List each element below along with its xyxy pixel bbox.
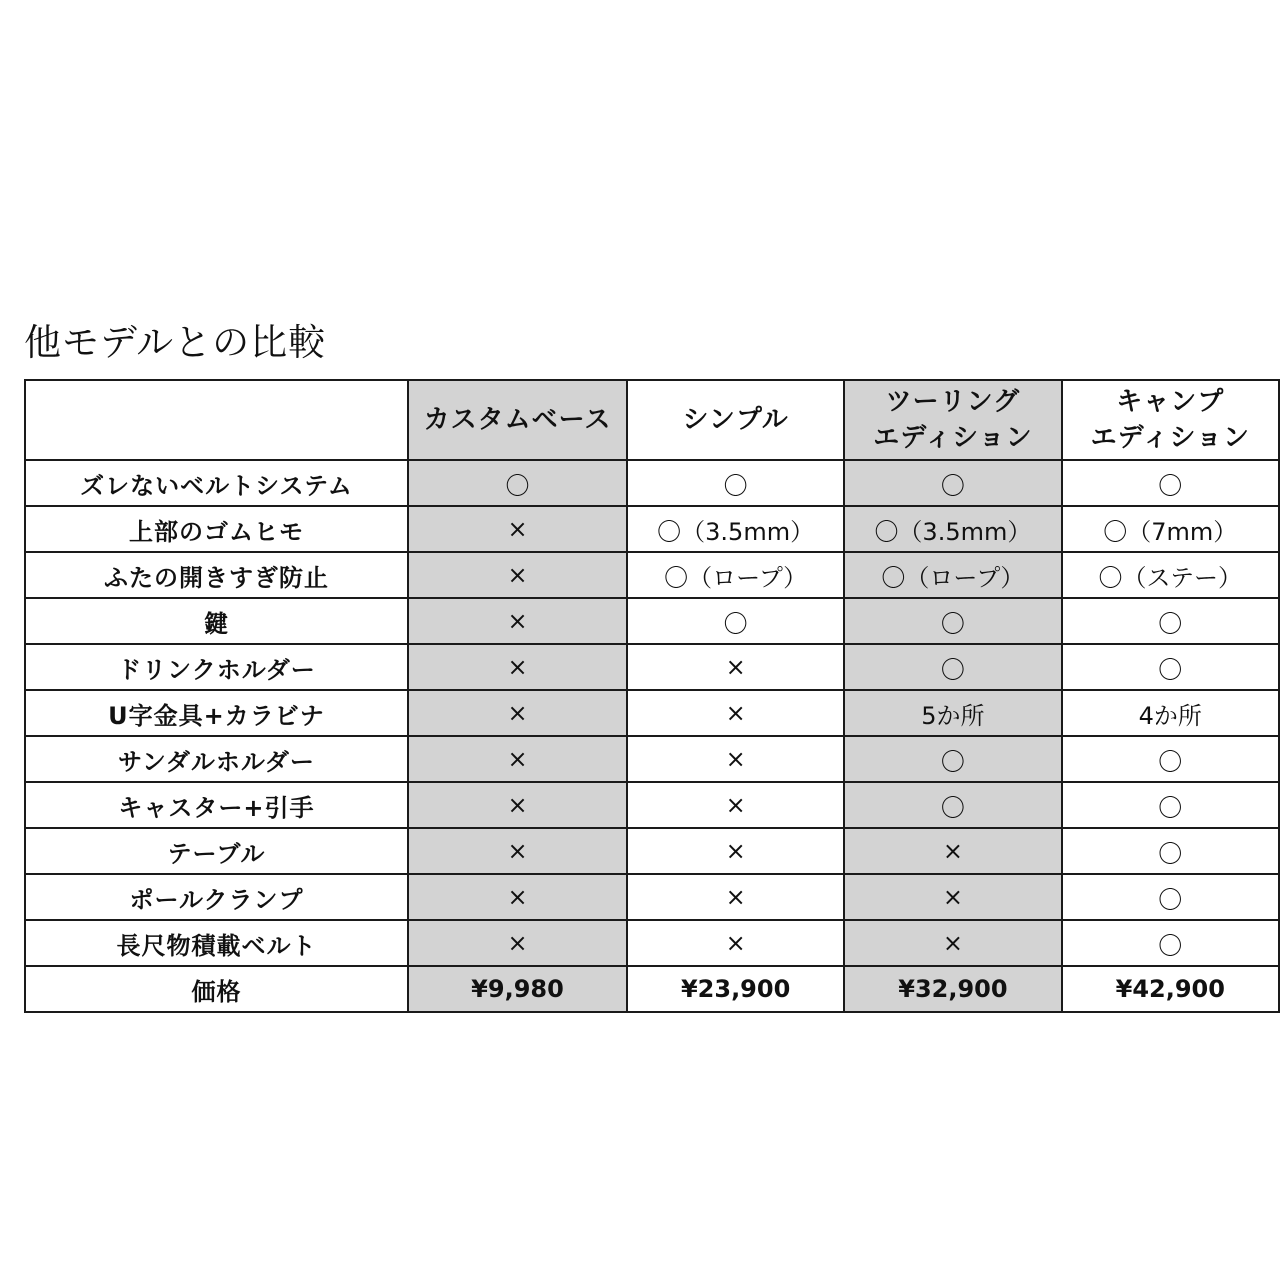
value-cell: × xyxy=(844,828,1061,874)
feature-label: 上部のゴムヒモ xyxy=(25,506,408,552)
price-cell: ¥42,900 xyxy=(1062,966,1279,1012)
feature-label: U字金具+カラビナ xyxy=(25,690,408,736)
table-row xyxy=(25,782,1279,828)
value-cell: × xyxy=(408,506,627,552)
column-header-3 xyxy=(844,380,1061,460)
column-header-line: カスタムベース xyxy=(423,405,612,435)
column-header-line: エディション xyxy=(1090,423,1250,453)
column-header-line: ツーリング xyxy=(885,387,1021,417)
value-cell: 〇 xyxy=(1062,736,1279,782)
value-cell: × xyxy=(408,782,627,828)
price-row xyxy=(25,966,1279,1012)
value-cell: 〇 xyxy=(1062,828,1279,874)
table-row xyxy=(25,460,1279,506)
column-header-4 xyxy=(1062,380,1279,460)
value-cell: × xyxy=(408,828,627,874)
value-cell: × xyxy=(627,782,844,828)
value-cell: × xyxy=(408,690,627,736)
column-header-1 xyxy=(408,380,627,460)
table-row xyxy=(25,644,1279,690)
table-row xyxy=(25,828,1279,874)
column-header-line: エディション xyxy=(873,423,1033,453)
page-title: 他モデルとの比較 xyxy=(24,321,327,364)
value-cell: × xyxy=(408,736,627,782)
feature-label: ドリンクホルダー xyxy=(25,644,408,690)
feature-label: 鍵 xyxy=(25,598,408,644)
value-cell: × xyxy=(408,552,627,598)
value-cell: × xyxy=(627,874,844,920)
value-cell: × xyxy=(408,920,627,966)
value-cell: 〇 xyxy=(844,644,1061,690)
value-cell: × xyxy=(627,644,844,690)
table-row xyxy=(25,736,1279,782)
feature-label: テーブル xyxy=(25,828,408,874)
value-cell: × xyxy=(408,598,627,644)
value-cell: 〇 xyxy=(1062,782,1279,828)
feature-label: ポールクランプ xyxy=(25,874,408,920)
value-cell: 〇 xyxy=(844,782,1061,828)
comparison-table xyxy=(24,379,1280,1013)
table-row xyxy=(25,598,1279,644)
value-cell: 〇 xyxy=(1062,598,1279,644)
value-cell: × xyxy=(844,920,1061,966)
value-cell: × xyxy=(408,644,627,690)
column-header-2 xyxy=(627,380,844,460)
value-cell: × xyxy=(844,874,1061,920)
value-cell: × xyxy=(627,828,844,874)
price-cell: ¥9,980 xyxy=(408,966,627,1012)
value-cell: 〇 xyxy=(844,598,1061,644)
value-cell: 〇（3.5mm） xyxy=(627,506,844,552)
column-header-line: シンプル xyxy=(682,405,789,435)
feature-label: 長尺物積載ベルト xyxy=(25,920,408,966)
value-cell: 〇（ステー） xyxy=(1062,552,1279,598)
table-row xyxy=(25,874,1279,920)
value-cell: 〇 xyxy=(1062,920,1279,966)
value-cell: 〇 xyxy=(627,598,844,644)
value-cell: 〇 xyxy=(844,736,1061,782)
header-corner-cell xyxy=(25,380,408,460)
value-cell: × xyxy=(408,874,627,920)
value-cell: 5か所 xyxy=(844,690,1061,736)
table-row xyxy=(25,690,1279,736)
value-cell: 〇 xyxy=(408,460,627,506)
feature-label: ふたの開きすぎ防止 xyxy=(25,552,408,598)
value-cell: 〇 xyxy=(1062,874,1279,920)
value-cell: 4か所 xyxy=(1062,690,1279,736)
value-cell: 〇（ロープ） xyxy=(844,552,1061,598)
price-label: 価格 xyxy=(25,966,408,1012)
table-row xyxy=(25,552,1279,598)
value-cell: 〇（3.5mm） xyxy=(844,506,1061,552)
table-row xyxy=(25,506,1279,552)
value-cell: 〇 xyxy=(1062,460,1279,506)
header-row xyxy=(25,380,1279,460)
value-cell: × xyxy=(627,920,844,966)
price-cell: ¥23,900 xyxy=(627,966,844,1012)
table-row xyxy=(25,920,1279,966)
value-cell: 〇 xyxy=(844,460,1061,506)
value-cell: 〇（ロープ） xyxy=(627,552,844,598)
feature-label: ズレないベルトシステム xyxy=(25,460,408,506)
value-cell: × xyxy=(627,736,844,782)
table-body xyxy=(25,460,1279,1012)
value-cell: × xyxy=(627,690,844,736)
price-cell: ¥32,900 xyxy=(844,966,1061,1012)
value-cell: 〇 xyxy=(1062,644,1279,690)
value-cell: 〇 xyxy=(627,460,844,506)
feature-label: サンダルホルダー xyxy=(25,736,408,782)
value-cell: 〇（7mm） xyxy=(1062,506,1279,552)
column-header-line: キャンプ xyxy=(1116,387,1225,417)
feature-label: キャスター+引手 xyxy=(25,782,408,828)
